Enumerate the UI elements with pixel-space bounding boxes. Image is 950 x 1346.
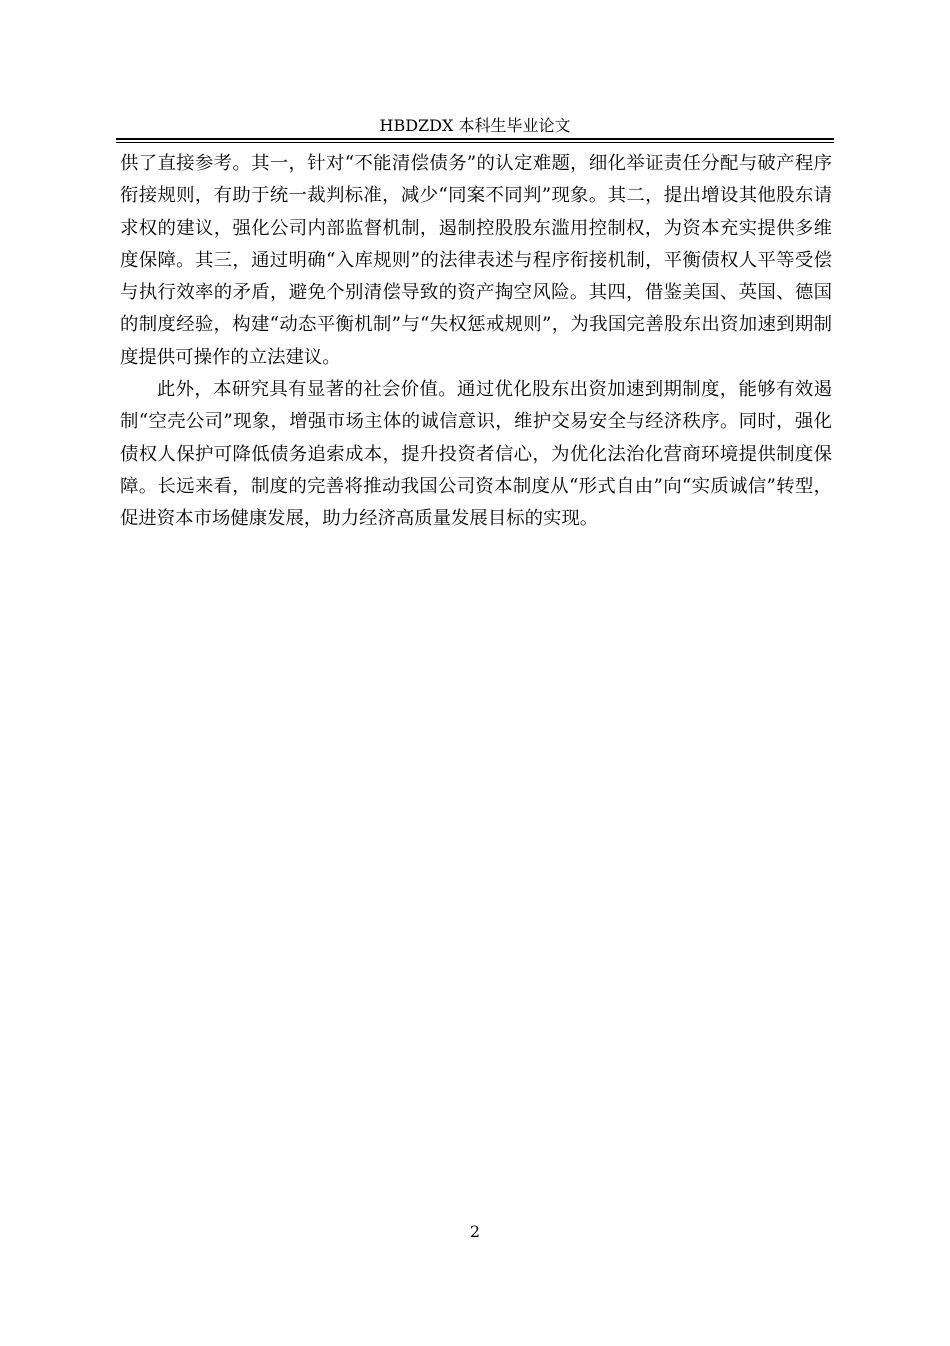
paragraph-social-value: 此外，本研究具有显著的社会价值。通过优化股东出资加速到期制度，能够有效遏制“空壳公司”现象，增强市场主体的诚信意识，维护交易安全与经济秩序。同时，强化债权人保护可降低债务追索成本，提升投资者信心，为优化法治化营商环境提供制度保障。长远来看，制度的完善将推动我国公司资本制度从“形式自由”向“实质诚信”转型，促进资本市场健康发展，助力经济高质量发展目标的实现。 <box>120 379 832 530</box>
paragraph-continuation: 供了直接参考。其一，针对“不能清偿债务”的认定难题，细化举证责任分配与破产程序衔接规则，有助于统一裁判标准，减少“同案不同判”现象。其二，提出增设其他股东请求权的建议，强化公司内部监督机制，遏制控股股东滥用控制权，为资本充实提供多维度保障。其三，通过明确“入库规则”的法律表述与程序衔接机制，平衡债权人平等受偿与执行效率的矛盾，避免个别清偿导致的资产掏空风险。其四，借鉴美国、英国、德国的制度经验，构建“动态平衡机制”与“失权惩戒规则”，为我国完善股东出资加速到期制度提供可操作的立法建议。 <box>120 153 832 368</box>
header-rule-thin <box>116 142 834 143</box>
page-number: 2 <box>469 1222 481 1241</box>
page-header: HBDZDX 本科生毕业论文 <box>379 116 571 135</box>
body-text <box>120 148 832 536</box>
header-rule-thick <box>116 138 834 140</box>
